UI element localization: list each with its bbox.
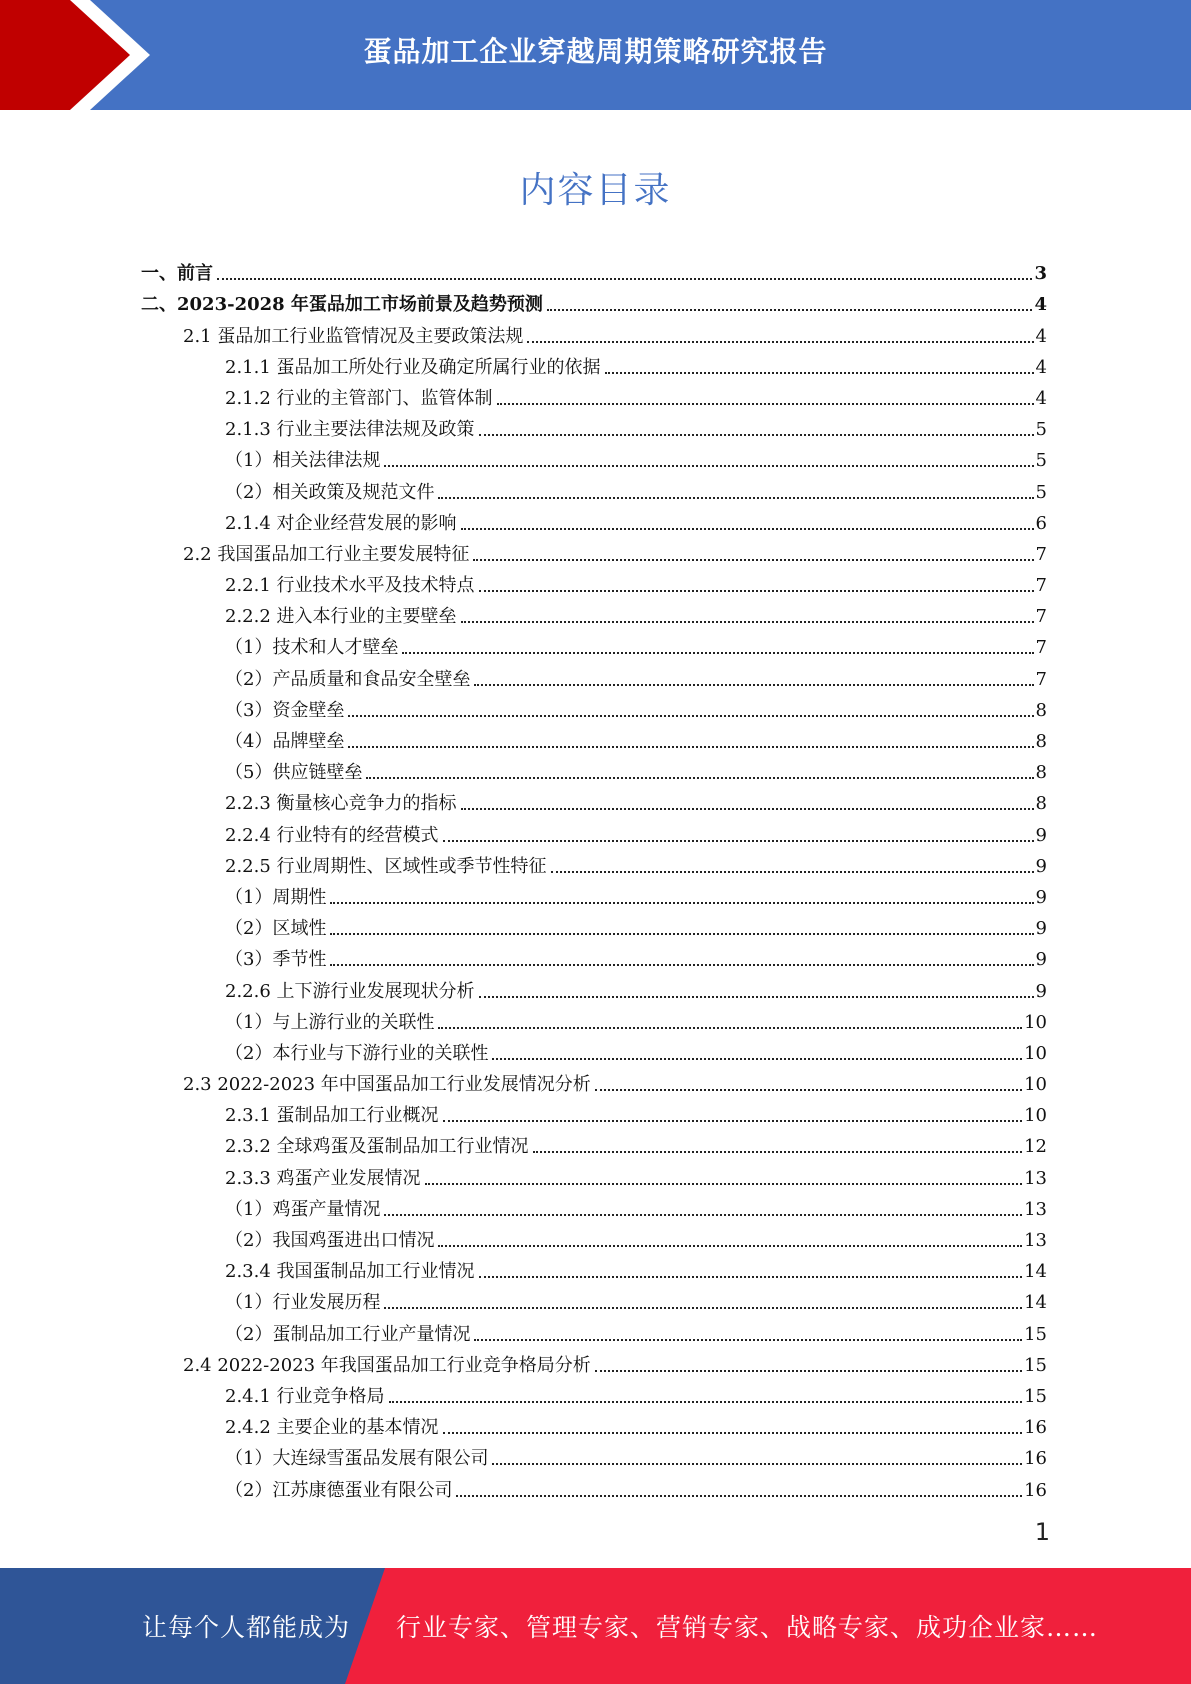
toc-entry[interactable] bbox=[0, 348, 1191, 379]
header-banner bbox=[0, 0, 1191, 110]
toc-leader-dots bbox=[443, 1119, 1023, 1122]
toc-entry-page: 14 bbox=[1024, 1292, 1047, 1314]
toc-leader-dots bbox=[474, 683, 1033, 686]
toc-entry[interactable] bbox=[0, 504, 1191, 535]
toc-entry-page: 7 bbox=[1035, 606, 1047, 628]
toc-leader-dots bbox=[497, 402, 1034, 405]
toc-entry[interactable] bbox=[0, 815, 1191, 846]
toc-entry[interactable] bbox=[0, 691, 1191, 722]
toc-leader-dots bbox=[330, 963, 1033, 966]
toc-entry[interactable] bbox=[0, 1470, 1191, 1501]
toc-entry[interactable] bbox=[0, 1096, 1191, 1127]
toc-entry-page: 7 bbox=[1035, 575, 1047, 597]
toc-leader-dots bbox=[438, 1026, 1022, 1029]
toc-leader-dots bbox=[533, 1150, 1023, 1153]
toc-entry-title: 2.3 2022-2023 年中国蛋品加工行业发展情况分析 bbox=[183, 1074, 591, 1096]
toc-entry[interactable] bbox=[0, 566, 1191, 597]
toc-entry-page: 15 bbox=[1024, 1323, 1047, 1345]
page-number: 1 bbox=[1034, 1518, 1050, 1546]
toc-entry-title: 2.2.4 行业特有的经营模式 bbox=[225, 824, 439, 846]
toc-entry-title: （3）资金壁垒 bbox=[225, 699, 345, 721]
toc-leader-dots bbox=[461, 527, 1034, 530]
table-of-contents bbox=[0, 254, 1191, 1502]
toc-entry-title: 2.4 2022-2023 年我国蛋品加工行业竞争格局分析 bbox=[183, 1354, 591, 1376]
toc-entry-page: 9 bbox=[1035, 824, 1047, 846]
toc-entry-title: （4）品牌壁垒 bbox=[225, 731, 345, 752]
toc-leader-dots bbox=[605, 371, 1034, 374]
toc-title: 内容目录 bbox=[519, 170, 672, 211]
toc-entry[interactable] bbox=[0, 878, 1191, 909]
toc-entry[interactable] bbox=[0, 441, 1191, 472]
toc-entry[interactable] bbox=[0, 1377, 1191, 1408]
toc-entry-title: （1）大连绿雪蛋品发展有限公司 bbox=[225, 1448, 489, 1470]
toc-entry[interactable] bbox=[0, 1221, 1191, 1252]
toc-entry[interactable] bbox=[0, 784, 1191, 815]
toc-entry[interactable] bbox=[0, 1439, 1191, 1470]
toc-entry-page: 9 bbox=[1035, 855, 1047, 877]
toc-leader-dots bbox=[366, 776, 1033, 779]
toc-leader-dots bbox=[217, 277, 1032, 280]
toc-entry-title: （5）供应链壁垒 bbox=[225, 762, 363, 784]
toc-entry[interactable] bbox=[0, 1190, 1191, 1221]
toc-entry[interactable] bbox=[0, 316, 1191, 347]
header-title: 蛋品加工企业穿越周期策略研究报告 bbox=[363, 35, 828, 68]
toc-entry-page: 8 bbox=[1035, 699, 1047, 721]
toc-entry-title: 2.1 蛋品加工行业监管情况及主要政策法规 bbox=[183, 325, 524, 347]
toc-leader-dots bbox=[479, 1275, 1023, 1278]
footer-banner bbox=[0, 1568, 1191, 1684]
toc-entry-title: （2）产品质量和食品安全壁垒 bbox=[225, 668, 471, 690]
toc-entry[interactable] bbox=[0, 254, 1191, 285]
toc-entry[interactable] bbox=[0, 1283, 1191, 1314]
toc-leader-dots bbox=[595, 1088, 1022, 1091]
toc-entry-title: 一、前言 bbox=[141, 263, 213, 285]
toc-entry-title: （2）本行业与下游行业的关联性 bbox=[225, 1042, 489, 1064]
toc-entry-page: 16 bbox=[1024, 1417, 1047, 1439]
toc-entry-page: 5 bbox=[1035, 481, 1047, 503]
toc-entry[interactable] bbox=[0, 971, 1191, 1002]
toc-entry[interactable] bbox=[0, 597, 1191, 628]
toc-entry-page: 7 bbox=[1035, 668, 1047, 690]
toc-leader-dots bbox=[479, 433, 1034, 436]
toc-entry-title: （2）江苏康德蛋业有限公司 bbox=[225, 1479, 453, 1501]
toc-entry[interactable] bbox=[0, 940, 1191, 971]
toc-entry[interactable] bbox=[0, 1314, 1191, 1345]
toc-entry-page: 13 bbox=[1024, 1167, 1047, 1189]
toc-leader-dots bbox=[527, 340, 1033, 343]
toc-entry[interactable] bbox=[0, 1346, 1191, 1377]
toc-leader-dots bbox=[474, 1338, 1022, 1341]
toc-entry-title: （1）鸡蛋产量情况 bbox=[225, 1198, 381, 1220]
toc-entry-title: （1）技术和人才壁垒 bbox=[225, 637, 399, 659]
toc-entry-title: （1）相关法律法规 bbox=[225, 450, 381, 472]
toc-entry-page: 9 bbox=[1035, 980, 1047, 1002]
toc-entry-page: 4 bbox=[1035, 356, 1047, 378]
toc-entry-page: 15 bbox=[1024, 1385, 1047, 1407]
toc-entry[interactable] bbox=[0, 1003, 1191, 1034]
toc-entry-page: 10 bbox=[1024, 1074, 1047, 1096]
toc-entry-title: 2.2.6 上下游行业发展现状分析 bbox=[225, 980, 475, 1002]
toc-leader-dots bbox=[402, 651, 1033, 654]
toc-leader-dots bbox=[384, 1306, 1022, 1309]
toc-entry[interactable] bbox=[0, 1127, 1191, 1158]
toc-leader-dots bbox=[384, 464, 1033, 467]
toc-entry[interactable] bbox=[0, 1034, 1191, 1065]
toc-leader-dots bbox=[473, 558, 1033, 561]
toc-entry-title: 2.4.2 主要企业的基本情况 bbox=[225, 1417, 439, 1439]
toc-entry-title: （2）我国鸡蛋进出口情况 bbox=[225, 1230, 435, 1251]
toc-entry-title: （2）蛋制品加工行业产量情况 bbox=[225, 1323, 471, 1345]
footer-slogan: 让每个人都能成为 bbox=[142, 1613, 351, 1642]
toc-leader-dots bbox=[330, 932, 1033, 935]
toc-entry-page: 8 bbox=[1035, 793, 1047, 815]
toc-leader-dots bbox=[547, 308, 1033, 311]
toc-entry-page: 10 bbox=[1024, 1105, 1047, 1127]
toc-entry-page: 5 bbox=[1035, 450, 1047, 472]
toc-entry[interactable] bbox=[0, 535, 1191, 566]
toc-entry[interactable] bbox=[0, 379, 1191, 410]
toc-entry-page: 13 bbox=[1024, 1198, 1047, 1220]
toc-entry-title: 二、2023-2028 年蛋品加工市场前景及趋势预测 bbox=[141, 294, 543, 316]
toc-entry[interactable] bbox=[0, 753, 1191, 784]
toc-entry-title: 2.2 我国蛋品加工行业主要发展特征 bbox=[183, 543, 470, 565]
toc-leader-dots bbox=[461, 807, 1034, 810]
toc-leader-dots bbox=[443, 839, 1034, 842]
toc-leader-dots bbox=[438, 1244, 1022, 1247]
toc-entry-page: 7 bbox=[1035, 543, 1047, 565]
toc-entry[interactable] bbox=[0, 909, 1191, 940]
toc-entry-title: 2.1.1 蛋品加工所处行业及确定所属行业的依据 bbox=[225, 356, 601, 378]
toc-entry-page: 10 bbox=[1024, 1042, 1047, 1064]
toc-leader-dots bbox=[348, 714, 1033, 717]
toc-entry-title: 2.1.2 行业的主管部门、监管体制 bbox=[225, 387, 493, 409]
toc-entry-title: 2.4.1 行业竞争格局 bbox=[225, 1385, 385, 1407]
toc-entry[interactable] bbox=[0, 847, 1191, 878]
toc-entry-title: 2.3.2 全球鸡蛋及蛋制品加工行业情况 bbox=[225, 1136, 529, 1158]
toc-entry[interactable] bbox=[0, 1065, 1191, 1096]
toc-entry[interactable] bbox=[0, 628, 1191, 659]
toc-entry-page: 15 bbox=[1024, 1354, 1047, 1376]
toc-leader-dots bbox=[456, 1494, 1022, 1497]
toc-entry-page: 5 bbox=[1035, 419, 1047, 441]
toc-entry-title: （1）行业发展历程 bbox=[225, 1292, 381, 1314]
toc-leader-dots bbox=[595, 1369, 1022, 1372]
toc-leader-dots bbox=[492, 1462, 1022, 1465]
toc-entry[interactable] bbox=[0, 410, 1191, 441]
toc-leader-dots bbox=[479, 995, 1034, 998]
toc-entry-page: 10 bbox=[1024, 1011, 1047, 1033]
toc-leader-dots bbox=[461, 620, 1034, 623]
toc-entry-page: 13 bbox=[1024, 1230, 1047, 1251]
toc-entry-title: （3）季节性 bbox=[225, 949, 327, 971]
toc-entry[interactable] bbox=[0, 285, 1191, 316]
toc-entry-page: 7 bbox=[1035, 637, 1047, 659]
toc-entry-page: 9 bbox=[1035, 886, 1047, 908]
toc-entry-title: （2）区域性 bbox=[225, 918, 327, 940]
toc-entry-title: 2.3.3 鸡蛋产业发展情况 bbox=[225, 1167, 421, 1189]
toc-entry[interactable] bbox=[0, 722, 1191, 753]
toc-entry-title: 2.2.1 行业技术水平及技术特点 bbox=[225, 575, 475, 597]
toc-entry[interactable] bbox=[0, 472, 1191, 503]
toc-entry-page: 4 bbox=[1035, 325, 1047, 347]
toc-entry-title: 2.1.3 行业主要法律法规及政策 bbox=[225, 419, 475, 441]
toc-leader-dots bbox=[438, 496, 1033, 499]
footer-tagline: 行业专家、管理专家、营销专家、战略专家、成功企业家…… bbox=[396, 1613, 1099, 1642]
toc-entry-title: 2.3.4 我国蛋制品加工行业情况 bbox=[225, 1261, 475, 1283]
toc-entry-title: （1）与上游行业的关联性 bbox=[225, 1011, 435, 1033]
toc-entry[interactable] bbox=[0, 1252, 1191, 1283]
toc-leader-dots bbox=[479, 589, 1034, 592]
toc-leader-dots bbox=[425, 1182, 1023, 1185]
toc-leader-dots bbox=[492, 1057, 1022, 1060]
toc-leader-dots bbox=[551, 870, 1034, 873]
toc-entry-page: 12 bbox=[1024, 1136, 1047, 1158]
toc-leader-dots bbox=[330, 901, 1033, 904]
toc-entry-title: 2.2.5 行业周期性、区域性或季节性特征 bbox=[225, 855, 547, 877]
toc-entry-page: 9 bbox=[1035, 918, 1047, 940]
toc-leader-dots bbox=[384, 1213, 1022, 1216]
toc-leader-dots bbox=[443, 1431, 1023, 1434]
toc-entry-title: （1）周期性 bbox=[225, 886, 327, 908]
toc-entry[interactable] bbox=[0, 1408, 1191, 1439]
toc-entry-page: 3 bbox=[1034, 263, 1047, 285]
toc-entry-page: 6 bbox=[1035, 512, 1047, 534]
toc-entry-title: （2）相关政策及规范文件 bbox=[225, 481, 435, 503]
toc-entry-title: 2.1.4 对企业经营发展的影响 bbox=[225, 512, 457, 534]
toc-entry-title: 2.2.3 衡量核心竞争力的指标 bbox=[225, 793, 457, 815]
toc-entry-page: 16 bbox=[1024, 1479, 1047, 1501]
toc-entry-page: 9 bbox=[1035, 949, 1047, 971]
toc-entry-title: 2.3.1 蛋制品加工行业概况 bbox=[225, 1105, 439, 1127]
toc-entry-page: 14 bbox=[1024, 1261, 1047, 1283]
toc-entry[interactable] bbox=[0, 659, 1191, 690]
toc-entry-page: 8 bbox=[1035, 762, 1047, 784]
toc-leader-dots bbox=[348, 745, 1033, 748]
toc-entry-page: 16 bbox=[1024, 1448, 1047, 1470]
toc-entry-page: 4 bbox=[1034, 294, 1047, 316]
toc-entry[interactable] bbox=[0, 1158, 1191, 1189]
toc-entry-title: 2.2.2 进入本行业的主要壁垒 bbox=[225, 606, 457, 628]
toc-entry-page: 4 bbox=[1035, 387, 1047, 409]
toc-entry-page: 8 bbox=[1035, 731, 1047, 752]
toc-leader-dots bbox=[389, 1400, 1023, 1403]
